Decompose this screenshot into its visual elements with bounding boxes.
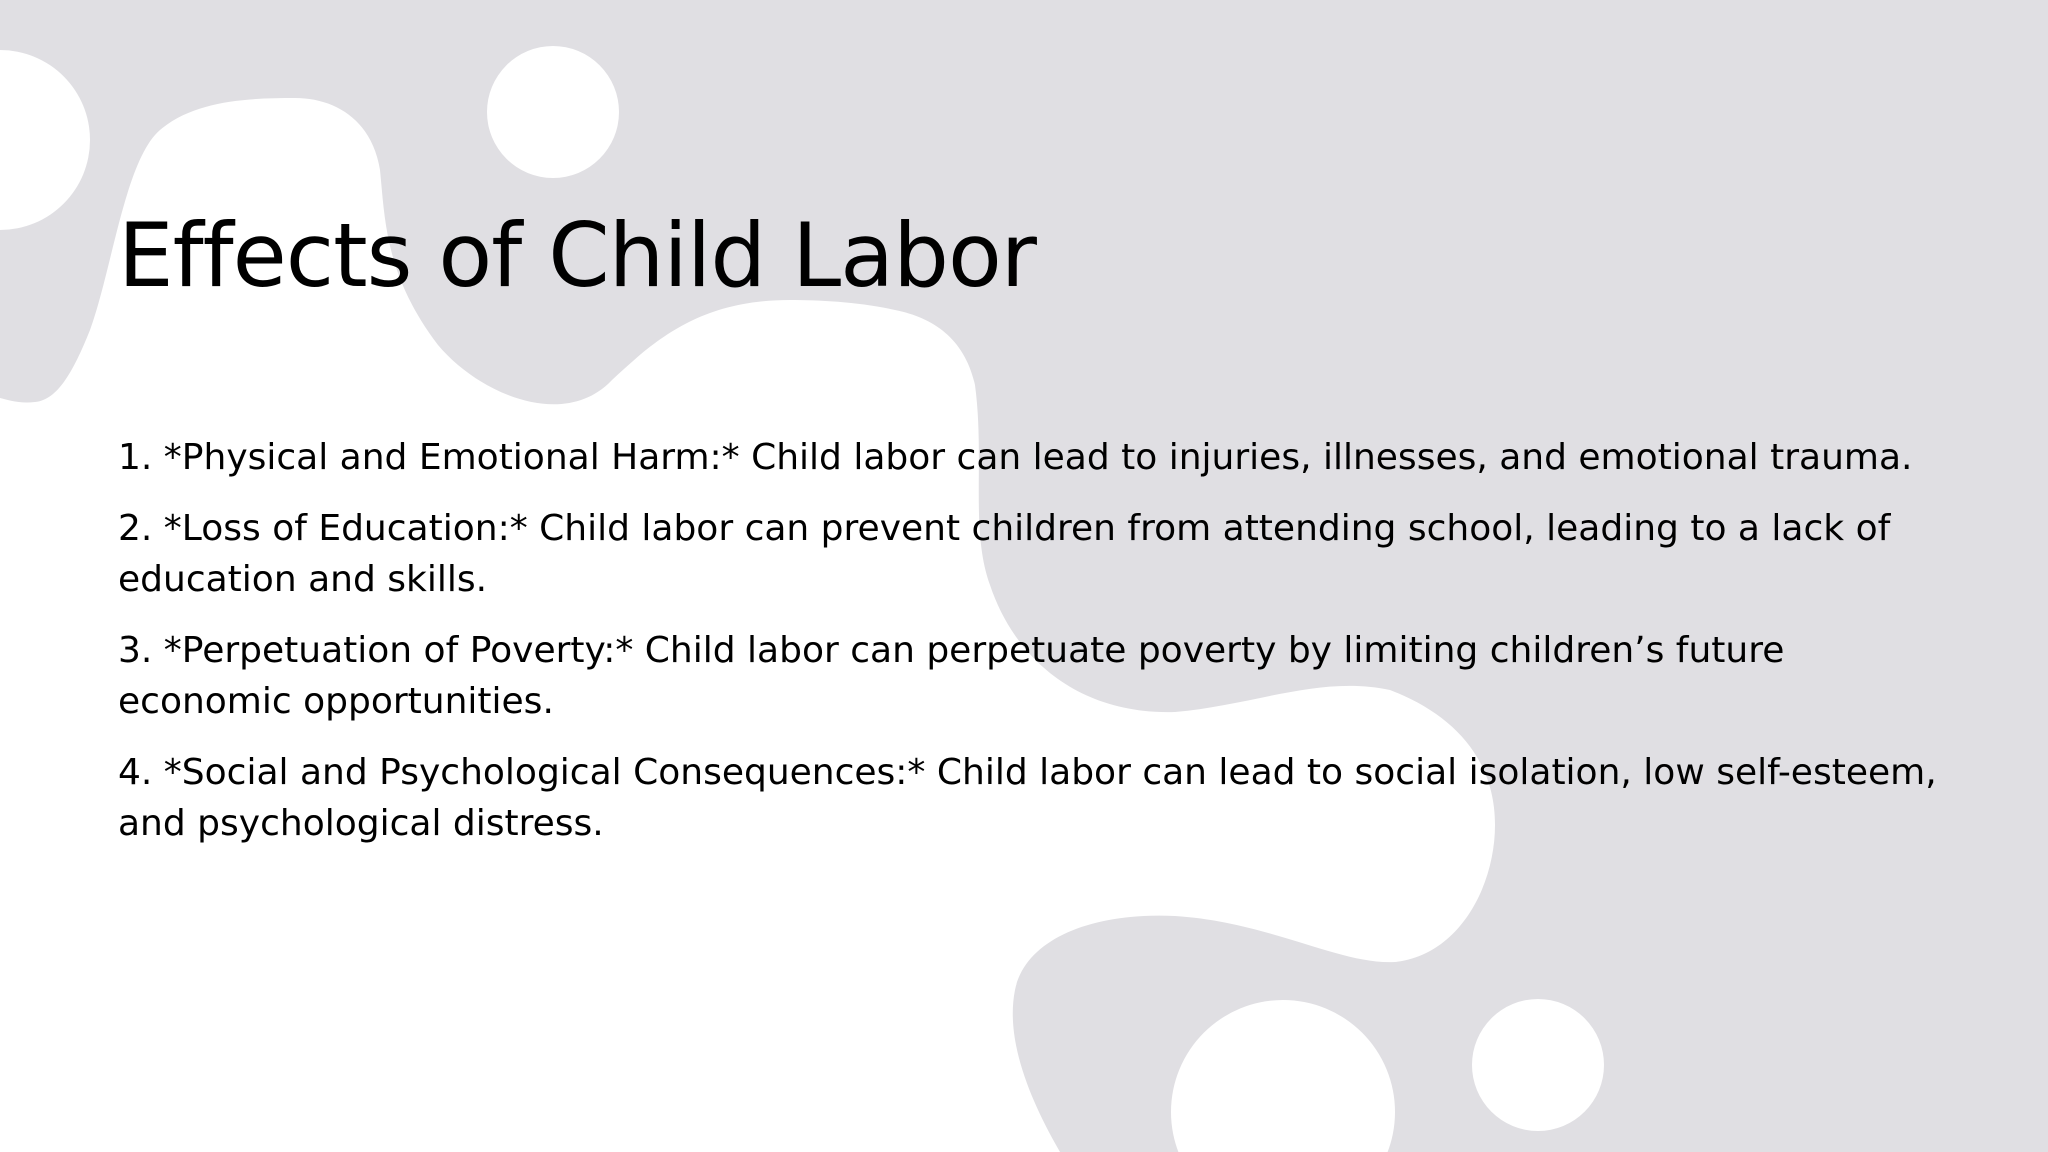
list-item: 3. *Perpetuation of Poverty:* Child labor can perpetuate poverty by limiting children’s future economic opportunities. xyxy=(118,630,1785,722)
effects-list xyxy=(118,432,1948,869)
list-item: 2. *Loss of Education:* Child labor can prevent children from attending school, leading to a lack of education and skills. xyxy=(118,508,1891,600)
list-item: 4. *Social and Psychological Consequences:* Child labor can lead to social isolation, low self-esteem, and psychological distress. xyxy=(118,752,1937,844)
white-circle-bottom-small xyxy=(1472,999,1604,1131)
white-circle-top xyxy=(487,46,619,178)
list-item: 1. *Physical and Emotional Harm:* Child labor can lead to injuries, illnesses, and emotional trauma. xyxy=(118,437,1913,478)
slide-title: Effects of Child Labor xyxy=(118,204,1036,307)
